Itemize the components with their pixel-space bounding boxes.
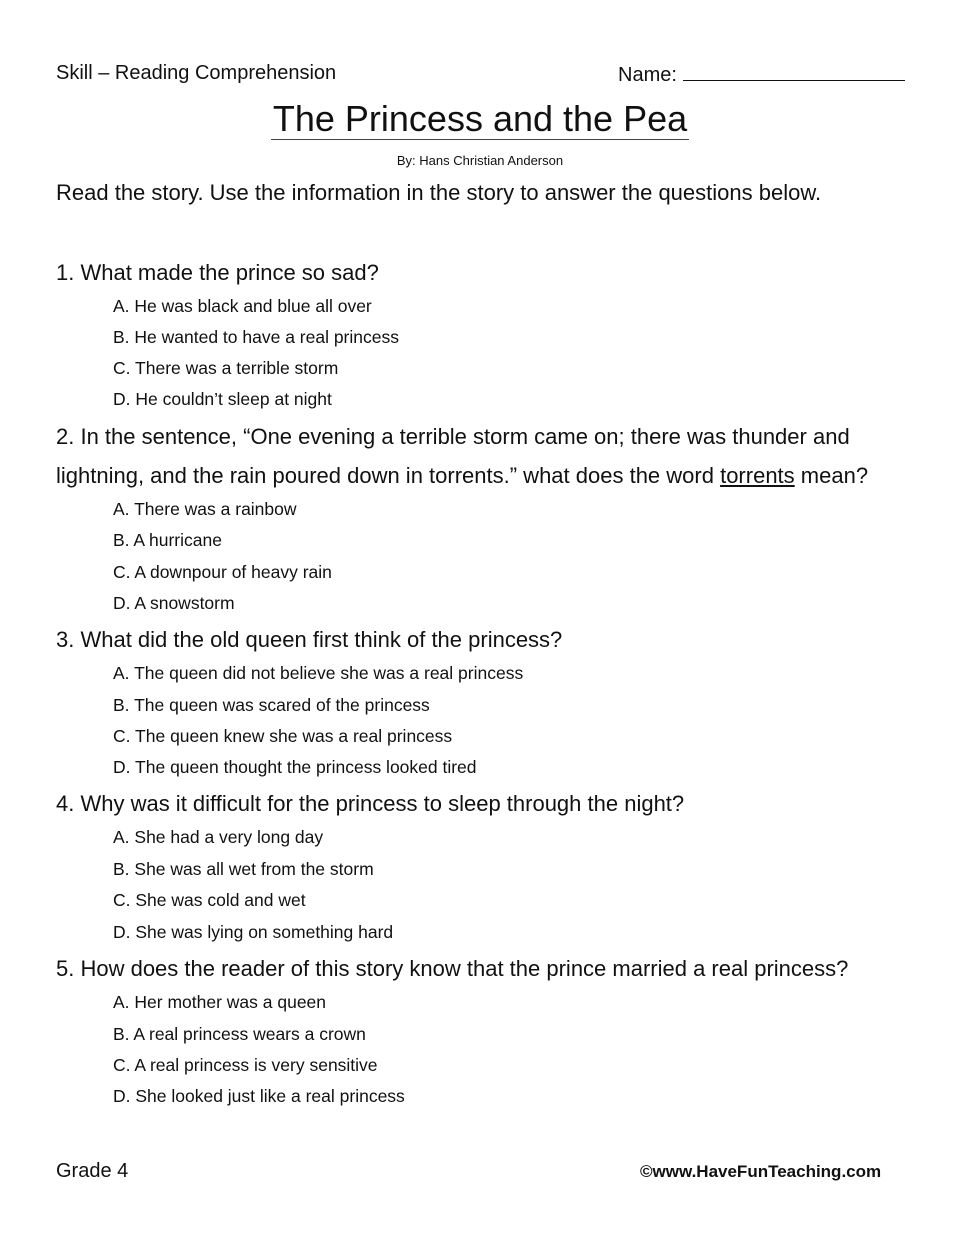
question-3: 3. What did the old queen first think of the princess? bbox=[56, 627, 563, 652]
q3-option-b[interactable]: B. The queen was scared of the princess bbox=[113, 695, 430, 715]
q1-option-d[interactable]: D. He couldn’t sleep at night bbox=[113, 389, 332, 409]
q5-option-a[interactable]: A. Her mother was a queen bbox=[113, 992, 327, 1012]
q4-option-c[interactable]: C. She was cold and wet bbox=[113, 890, 306, 910]
q2-option-d[interactable]: D. A snowstorm bbox=[113, 593, 235, 613]
q1-option-c[interactable]: C. There was a terrible storm bbox=[113, 358, 339, 378]
q4-option-d[interactable]: D. She was lying on something hard bbox=[113, 922, 394, 942]
q4-option-a[interactable]: A. She had a very long day bbox=[113, 827, 324, 847]
q5-option-b[interactable]: B. A real princess wears a crown bbox=[113, 1024, 366, 1044]
worksheet-title: The Princess and the Pea bbox=[272, 98, 688, 139]
name-label: Name: bbox=[618, 64, 677, 86]
q2-option-b[interactable]: B. A hurricane bbox=[113, 530, 222, 550]
q3-option-d[interactable]: D. The queen thought the princess looked tired bbox=[113, 757, 477, 777]
grade-label: Grade 4 bbox=[56, 1160, 129, 1182]
byline: By: Hans Christian Anderson bbox=[396, 153, 564, 168]
copyright-link[interactable]: ©www.HaveFunTeaching.com bbox=[640, 1162, 882, 1181]
q5-option-c[interactable]: C. A real princess is very sensitive bbox=[113, 1055, 378, 1075]
name-field bbox=[618, 62, 905, 87]
q1-option-a[interactable]: A. He was black and blue all over bbox=[113, 296, 372, 316]
skill-label: Skill – Reading Comprehension bbox=[56, 62, 337, 84]
q5-option-d[interactable]: D. She looked just like a real princess bbox=[113, 1086, 405, 1106]
underlined-word: torrents bbox=[720, 463, 795, 488]
q4-option-b[interactable]: B. She was all wet from the storm bbox=[113, 859, 374, 879]
name-blank-line[interactable] bbox=[683, 62, 905, 81]
q3-option-c[interactable]: C. The queen knew she was a real princess bbox=[113, 726, 453, 746]
q3-option-a[interactable]: A. The queen did not believe she was a real princess bbox=[113, 663, 524, 683]
q2-option-c[interactable]: C. A downpour of heavy rain bbox=[113, 562, 332, 582]
question-4: 4. Why was it difficult for the princess to sleep through the night? bbox=[56, 791, 685, 816]
question-1: 1. What made the prince so sad? bbox=[56, 260, 379, 285]
question-2: 2. In the sentence, “One evening a terrible storm came on; there was thunder and lightning, and the rain poured down in torrents.” what does the word torrents mean? bbox=[56, 424, 869, 488]
q1-option-b[interactable]: B. He wanted to have a real princess bbox=[113, 327, 399, 347]
q2-option-a[interactable]: A. There was a rainbow bbox=[113, 499, 297, 519]
question-5: 5. How does the reader of this story know that the prince married a real princess? bbox=[56, 956, 849, 981]
instructions: Read the story. Use the information in the story to answer the questions below. bbox=[56, 180, 822, 205]
